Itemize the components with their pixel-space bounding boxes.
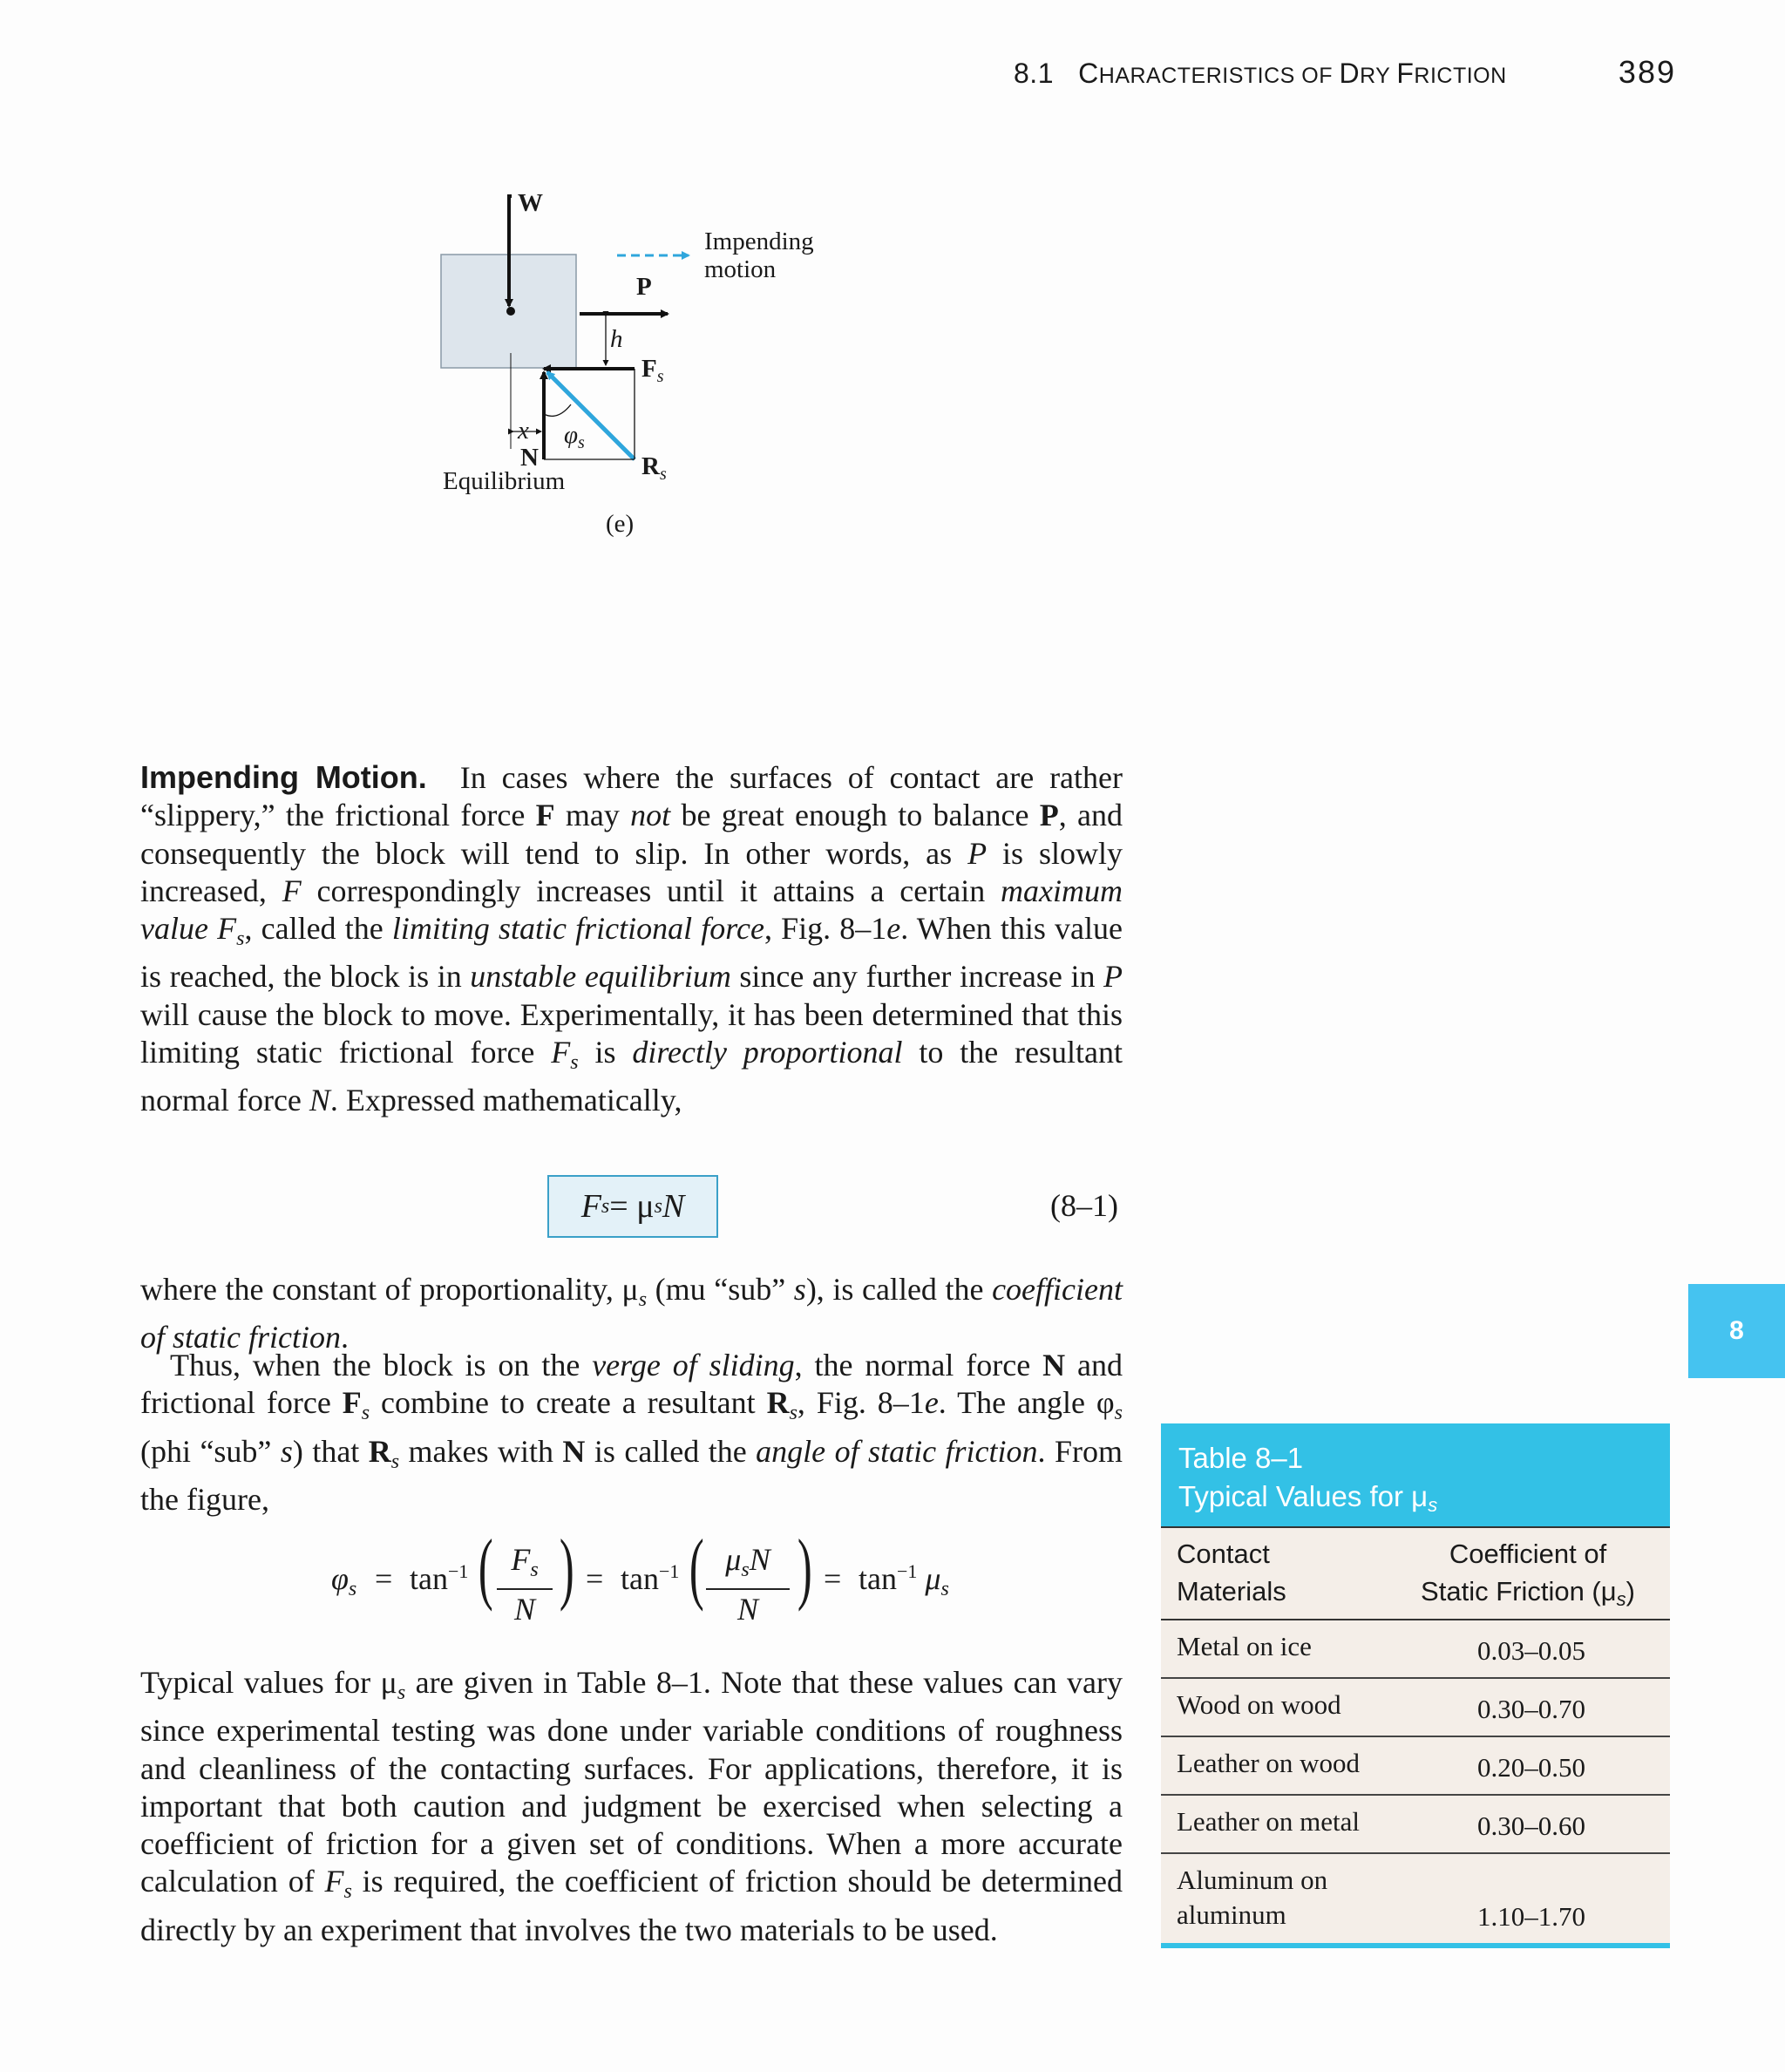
column-header-materials: Contact Materials <box>1177 1539 1286 1607</box>
label-fs: $F_s$ <box>641 355 664 386</box>
resultant-force-arrow <box>547 372 635 459</box>
label-n: N <box>520 444 539 472</box>
table-row: Leather on metal 0.30–0.60 <box>1161 1796 1670 1854</box>
table-row: Leather on wood 0.20–0.50 <box>1161 1737 1670 1796</box>
table-row: Wood on wood 0.30–0.70 <box>1161 1679 1670 1737</box>
label-w: W <box>518 189 543 217</box>
center-of-gravity <box>506 307 515 316</box>
running-header <box>1014 54 1676 101</box>
table-row: Metal on ice 0.03–0.05 <box>1161 1620 1670 1679</box>
label-h: h <box>610 325 623 353</box>
free-body-diagram <box>427 179 880 554</box>
section-heading-impending: Impending Motion. <box>140 759 427 795</box>
paragraph-typical-values: Typical values for μs are given in Table 8–1. Note that these values can vary since experimental testing was done under variable conditions of roughness and cleanliness of the contacting surfaces. For applications, therefore, it is important that both caution and judgment be exercised when selecting a coefficient of friction for a given set of conditions. When a more accurate calculation of Fs is required, the coefficient of friction should be determined directly by an experiment that involves the two materials to be used. <box>140 1665 1123 1947</box>
paragraph-impending-motion: Impending Motion. In cases where the surfaces of contact are rather “slippery,” the frictional force F may not be great enough to balance P, and consequently the block will tend to slip. In other words, as P is slowly increased, F correspondingly increases until it attains a certain maximum value Fs, called the limiting static frictional force, Fig. 8–1e. When this value is reached, the block is in unstable equilibrium since any further increase in P will cause the block to move. Experimentally, it has been determined that this limiting static frictional force Fs is directly proportional to the resultant normal force N. Expressed mathematically, <box>140 759 1123 1118</box>
equation-8-1-box: F s = μ s N <box>547 1175 718 1238</box>
section-number: 8.1 <box>1014 58 1054 89</box>
table-header <box>1161 1526 1670 1620</box>
figure-caption: (e) <box>606 510 635 538</box>
fraction-mun-over-n: μsN N <box>706 1541 790 1628</box>
label-motion: motion <box>704 255 777 283</box>
label-impending: Impending <box>704 228 814 255</box>
label-phi: $\varphi_s$ <box>564 421 585 452</box>
table-row: Aluminum on aluminum 1.10–1.70 <box>1161 1854 1670 1948</box>
section-title-part: C <box>1078 58 1099 89</box>
column-header-coefficient: Coefficient of Static Friction (μs) <box>1421 1539 1635 1610</box>
angle-arc <box>544 404 571 416</box>
label-equilibrium: Equilibrium <box>443 467 566 495</box>
section-heading <box>1014 58 1507 90</box>
paragraph-coefficient: where the constant of proportionality, μs (mu “sub” s), is called the coefficient of static friction. <box>140 1272 1123 1355</box>
friction-coefficient-table <box>1161 1423 1670 1948</box>
section-title-part: HARACTERISTICS OF <box>1098 64 1340 88</box>
section-title-part: D <box>1339 58 1361 89</box>
section-title-part: RICTION <box>1414 64 1507 88</box>
chapter-tab: 8 <box>1688 1284 1785 1378</box>
equation-number: (8–1) <box>1050 1188 1118 1223</box>
page-number: 389 <box>1618 54 1676 90</box>
table-caption: Table 8–1 Typical Values for μs <box>1161 1423 1670 1526</box>
section-title-part: F <box>1396 58 1415 89</box>
fraction-fs-over-n: $\frac{Fs}{N}$ <box>497 1541 553 1628</box>
section-title-part: RY <box>1360 64 1397 88</box>
label-x: x <box>518 417 529 445</box>
label-p: P <box>636 273 652 301</box>
paragraph-angle: Thus, when the block is on the verge of sliding, the normal force N and frictional force Fs combine to create a resultant Rs, Fig. 8–1e. The angle φs (phi “sub” s) that Rs makes with N is called the angle of static friction. From the figure, <box>140 1348 1123 1517</box>
label-rs: $R_s$ <box>641 452 667 484</box>
